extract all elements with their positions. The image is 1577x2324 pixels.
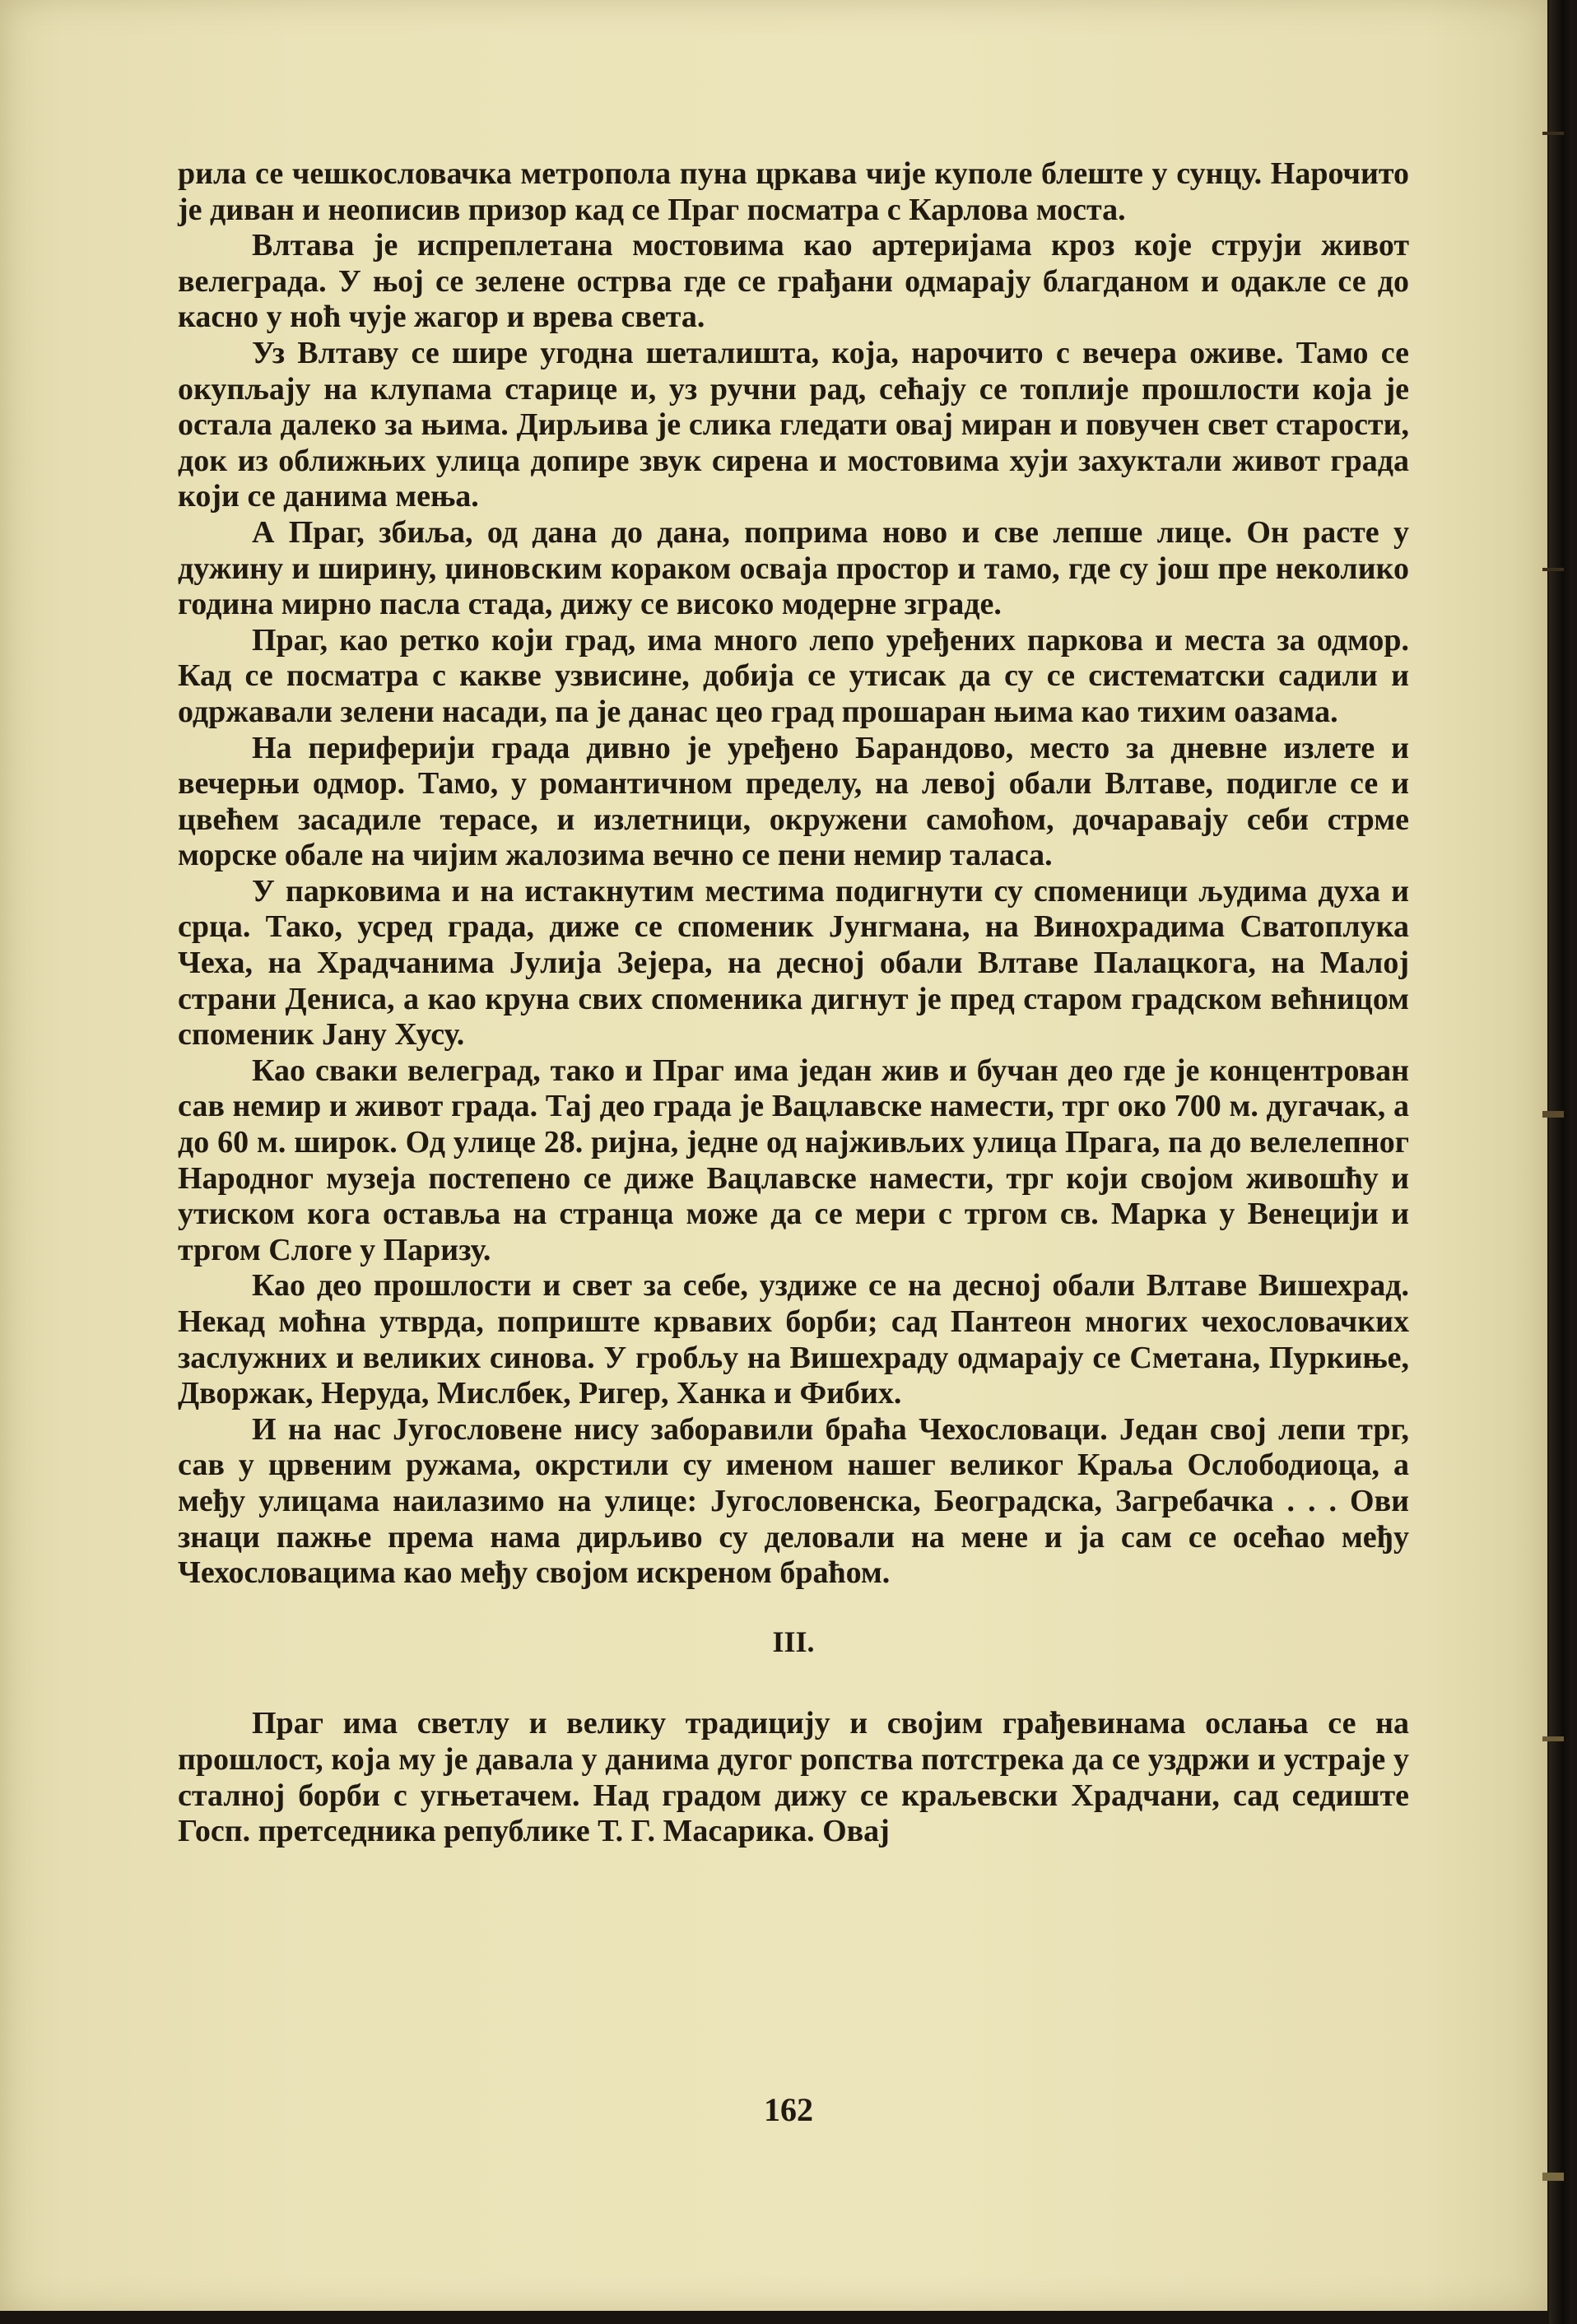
page-number: 162 <box>764 2091 813 2128</box>
binding-thread-mark <box>1542 132 1564 135</box>
paragraph-10: И на нас Југословене нису заборавили браћа Чехословаци. Један свој лепи трг, сав у црвеним ружама, окрстили су именом нашег великог Краља Ослободиоца, а међу улицама наилазимо на улице: Југословенска, Београдска, Загребачка . . . Ови знаци пажње према нама дирљиво су деловали на мене и ја сам се осећао међу Чехословацима као међу својом искреном браћом. <box>178 1411 1409 1591</box>
binding-thread-mark <box>1542 2173 1564 2181</box>
paragraph-3: Уз Влтаву се шире угодна шеталишта, која, нарочито с вечера оживе. Тамо се окупљају на клупама старице и, уз ручни рад, сећају се топлије прошлости која је остала далеко за њима. Дирљива је слика гледати овај миран и повучен свет старости, док из оближњих улица допире звук сирена и мостовима хуји захуктали живот града који се данима мења. <box>178 335 1409 514</box>
paragraph-5: Праг, као ретко који град, има много лепо уређених паркова и места за одмор. Кад се посматра с какве узвисине, добија се утисак да су се систематски садили и одржавали зелени насади, па је данас цео град прошаран њима као тихим оазама. <box>178 622 1409 729</box>
paragraph-11: Праг има светлу и велику традицију и својим грађевинама ослања се на прошлост, која му је давала у данима дугог ропства потстрека да се уздржи и устраје у сталној борби с угњетачем. Над градом дижу се краљевски Храдчани, сад седиште Госп. претседника републике Т. Г. Масарика. Овај <box>178 1706 1409 1849</box>
binding-thread-mark <box>1542 568 1564 571</box>
paragraph-1: рила се чешкословачка метропола пуна цркава чије куполе блеште у сунцу. Нарочито је диван и неописив призор кад се Праг посматра с Карлова моста. <box>178 156 1409 227</box>
paragraph-2: Влтава је испреплетана мостовима као артеријама кроз које струји живот велеграда. У њој се зелене острва где се грађани одмарају благданом и одакле се до касно у ноћ чује жагор и врева света. <box>178 228 1409 335</box>
page-body <box>178 156 1409 1850</box>
paragraph-4: А Праг, збиља, од дана до дана, поприма ново и све лепше лице. Он расте у дужину и ширину, џиновским кораком осваја простор и тамо, где су још пре неколико година мирно пасла стада, дижу се високо модерне зграде. <box>178 514 1409 622</box>
paragraph-8: Као сваки велеград, тако и Праг има један жив и бучан део где је концентрован сав немир и живот града. Тај део града је Вацлавске намести, трг око 700 м. дугачак, а до 60 м. широк. Од улице 28. ријна, једне од најживљих улица Прага, па до велелепног Народног музеја постепено се диже Вацлавске намести, трг који својом живошћу и утиском кога оставља на странца може да се мери с тргом св. Марка у Венецији и тргом Слоге у Паризу. <box>178 1053 1409 1267</box>
paragraph-9: Као део прошлости и свет за себе, уздиже се на десној обали Влтаве Вишехрад. Некад моћна утврда, поприште крвавих борби; сад Пантеон многих чехословачких заслужних и великих синова. У гробљу на Вишехраду одмарају се Сметана, Пуркиње, Дворжак, Неруда, Мислбек, Ригер, Ханка и Фибих. <box>178 1268 1409 1411</box>
paragraph-6: На периферији града дивно је уређено Барандово, место за дневне излете и вечерњи одмор. Тамо, у романтичном пределу, на левој обали Влтаве, подигле се и цвећем засадиле терасе, и излетници, окружени самоћом, дочаравају себи стрме морске обале на чијим жалозима вечно се пени немир таласа. <box>178 730 1409 873</box>
book-binding-edge <box>1549 0 1572 2324</box>
section-heading: III. <box>772 1624 815 1658</box>
binding-thread-mark <box>1542 1736 1564 1741</box>
paragraph-7: У парковима и на истакнутим местима подигнути су споменици људима духа и срца. Тако, усред града, диже се споменик Јунгмана, на Винохрадима Сватоплука Чеха, на Храдчанима Јулија Зејера, на десној обали Влтаве Палацкога, на Малој страни Дениса, а као круна свих споменика дигнут је пред старом градском већницом споменик Јану Хусу. <box>178 873 1409 1053</box>
binding-thread-mark <box>1542 1111 1564 1118</box>
